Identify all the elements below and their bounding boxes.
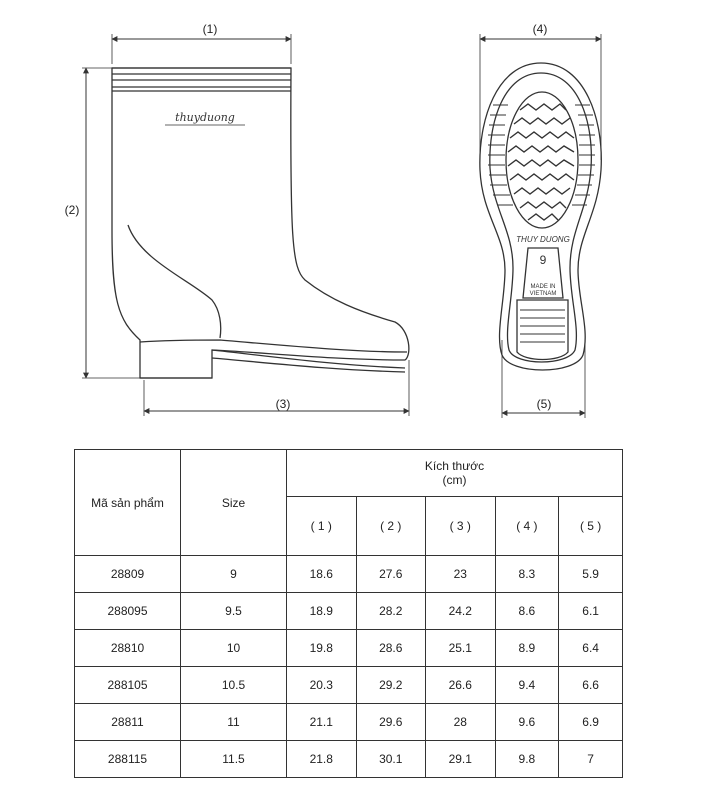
cell-dim-3: 28 bbox=[426, 704, 496, 741]
cell-dim-3: 23 bbox=[426, 556, 496, 593]
sole-zigzag-pattern bbox=[508, 104, 574, 220]
cell-dim-1: 21.1 bbox=[287, 704, 357, 741]
size-table bbox=[74, 449, 623, 778]
dimension-1-label: (1) bbox=[202, 22, 218, 36]
dimension-3-label: (3) bbox=[275, 397, 291, 411]
cell-dim-4: 9.4 bbox=[495, 667, 559, 704]
cell-code: 28811 bbox=[75, 704, 181, 741]
sole-made-in-text: MADE IN bbox=[530, 284, 556, 290]
cell-size: 9 bbox=[181, 556, 287, 593]
cell-size: 10 bbox=[181, 630, 287, 667]
cell-dim-5: 7 bbox=[559, 741, 623, 778]
cell-dim-2: 27.6 bbox=[356, 556, 426, 593]
header-product-code: Mã sản phẩm bbox=[75, 450, 181, 556]
cell-dim-4: 8.6 bbox=[495, 593, 559, 630]
cell-dim-3: 25.1 bbox=[426, 630, 496, 667]
boot-side-view bbox=[112, 68, 409, 378]
cell-dim-4: 8.3 bbox=[495, 556, 559, 593]
header-dimensions-unit: (cm) bbox=[442, 473, 467, 487]
cell-dim-5: 6.4 bbox=[559, 630, 623, 667]
cell-dim-3: 29.1 bbox=[426, 741, 496, 778]
table-row bbox=[75, 667, 623, 704]
table-row bbox=[75, 593, 623, 630]
cell-dim-5: 6.1 bbox=[559, 593, 623, 630]
cell-dim-3: 24.2 bbox=[426, 593, 496, 630]
cell-dim-5: 6.9 bbox=[559, 704, 623, 741]
header-dim-3: ( 3 ) bbox=[426, 497, 496, 556]
cell-code: 28809 bbox=[75, 556, 181, 593]
dimension-2-label: (2) bbox=[64, 203, 80, 217]
cell-code: 288115 bbox=[75, 741, 181, 778]
cell-code: 28810 bbox=[75, 630, 181, 667]
header-dimensions bbox=[287, 450, 623, 497]
cell-dim-1: 18.9 bbox=[287, 593, 357, 630]
header-dim-2: ( 2 ) bbox=[356, 497, 426, 556]
header-dim-1: ( 1 ) bbox=[287, 497, 357, 556]
sole-bottom-view bbox=[480, 63, 601, 370]
cell-dim-4: 9.6 bbox=[495, 704, 559, 741]
cell-dim-2: 29.2 bbox=[356, 667, 426, 704]
cell-dim-4: 9.8 bbox=[495, 741, 559, 778]
cell-size: 11.5 bbox=[181, 741, 287, 778]
cell-dim-3: 26.6 bbox=[426, 667, 496, 704]
header-dim-5: ( 5 ) bbox=[559, 497, 623, 556]
table-row bbox=[75, 556, 623, 593]
cell-dim-2: 30.1 bbox=[356, 741, 426, 778]
cell-size: 9.5 bbox=[181, 593, 287, 630]
sole-brand-text: THUY DUONG bbox=[516, 235, 570, 244]
header-size: Size bbox=[181, 450, 287, 556]
header-dimensions-title: Kích thước bbox=[424, 458, 485, 473]
table-row bbox=[75, 704, 623, 741]
cell-dim-4: 8.9 bbox=[495, 630, 559, 667]
cell-dim-5: 6.6 bbox=[559, 667, 623, 704]
cell-dim-1: 21.8 bbox=[287, 741, 357, 778]
cell-dim-1: 18.6 bbox=[287, 556, 357, 593]
cell-dim-1: 20.3 bbox=[287, 667, 357, 704]
cell-dim-5: 5.9 bbox=[559, 556, 623, 593]
dimension-1 bbox=[112, 34, 291, 64]
cell-size: 10.5 bbox=[181, 667, 287, 704]
boot-logo: thuyduong bbox=[175, 111, 235, 124]
dimension-4 bbox=[480, 34, 601, 160]
cell-code: 288105 bbox=[75, 667, 181, 704]
header-dim-4: ( 4 ) bbox=[495, 497, 559, 556]
sole-vietnam-text: VIETNAM bbox=[529, 291, 557, 297]
cell-dim-2: 28.6 bbox=[356, 630, 426, 667]
cell-size: 11 bbox=[181, 704, 287, 741]
sole-size-text: 9 bbox=[539, 253, 547, 267]
table-row bbox=[75, 630, 623, 667]
dimension-4-label: (4) bbox=[532, 22, 548, 36]
cell-dim-2: 29.6 bbox=[356, 704, 426, 741]
dimension-5-label: (5) bbox=[536, 397, 552, 411]
cell-code: 288095 bbox=[75, 593, 181, 630]
cell-dim-1: 19.8 bbox=[287, 630, 357, 667]
table-row bbox=[75, 741, 623, 778]
cell-dim-2: 28.2 bbox=[356, 593, 426, 630]
